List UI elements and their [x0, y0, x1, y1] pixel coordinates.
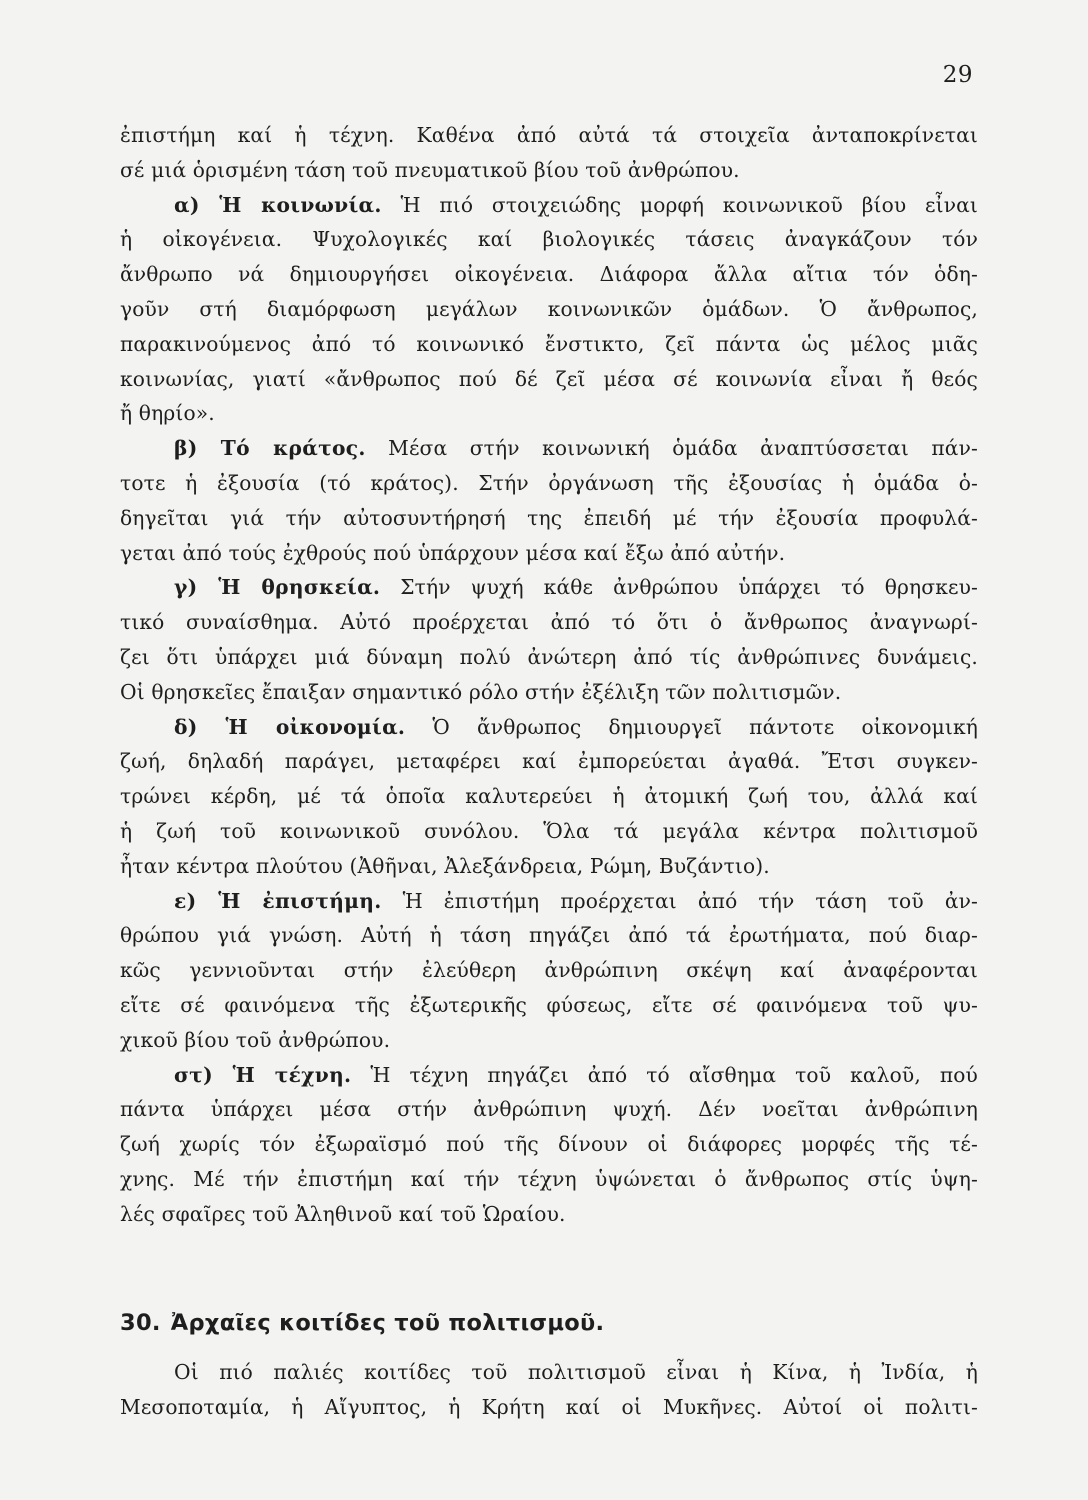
- section-techni-line: ζωή χωρίς τόν ἐξωραϊσμό πού τῆς δίνουν οἱ διάφορες μορφές τῆς τέ-: [120, 1132, 978, 1157]
- section-episteme-line: χικοῦ βίου τοῦ ἀνθρώπου.: [120, 1027, 391, 1052]
- closing-line-2: Μεσοποταμία, ἡ Αἴγυπτος, ἡ Κρήτη καί οἱ Μυκῆνες. Αὐτοί οἱ πολιτι-: [120, 1394, 978, 1419]
- section-techni-line: χνης. Μέ τήν ἐπιστήμη καί τήν τέχνη ὑψώνεται ὁ ἄνθρωπος στίς ὑψη-: [120, 1166, 978, 1191]
- section-thriskeia-first-line: [120, 570, 978, 605]
- section-thriskeia-label: γ) Ἡ θρησκεία.: [174, 575, 381, 600]
- section-techni-line: λές σφαῖρες τοῦ Ἀληθινοῦ καί τοῦ Ὡραίου.: [120, 1201, 566, 1226]
- intro-line-1: ἐπιστήμη καί ἡ τέχνη. Καθένα ἀπό αὐτά τά στοιχεῖα ἀνταποκρίνεται: [120, 123, 978, 147]
- section-episteme-label: ε) Ἡ ἐπιστήμη.: [174, 888, 382, 913]
- section-episteme-first-text: Ἡ ἐπιστήμη προέρχεται ἀπό τήν τάση τοῦ ἀν-: [381, 888, 978, 913]
- section-heading-number: 30.: [120, 1310, 161, 1336]
- intro-line-2: σέ μιά ὁρισμένη τάση τοῦ πνευματικοῦ βίου τοῦ ἀνθρώπου.: [120, 157, 740, 182]
- section-oikonomia-first-text: Ὁ ἄνθρωπος δημιουργεῖ πάντοτε οἰκονομική: [405, 714, 978, 739]
- section-oikonomia-first-line: [120, 710, 978, 745]
- section-thriskeia-line: τικό συναίσθημα. Αὐτό προέρχεται ἀπό τό ὅτι ὁ ἄνθρωπος ἀναγνωρί-: [120, 610, 978, 635]
- section-oikonomia-label: δ) Ἡ οἰκονομία.: [174, 714, 406, 739]
- section-oikonomia-line: ἡ ζωή τοῦ κοινωνικοῦ συνόλου. Ὅλα τά μεγάλα κέντρα πολιτισμοῦ: [120, 818, 978, 843]
- section-koinonia-line: παρακινούμενος ἀπό τό κοινωνικό ἔνστικτο, ζεῖ πάντα ὡς μέλος μιᾶς: [120, 331, 978, 356]
- section-kratos-label: β) Τό κράτος.: [174, 436, 366, 461]
- section-koinonia-line: ἄνθρωπο νά δημιουργήσει οἰκογένεια. Διάφορα ἄλλα αἴτια τόν ὁδη-: [120, 262, 978, 287]
- section-kratos-first-line: [120, 431, 978, 466]
- section-heading: [120, 1310, 978, 1336]
- section-episteme-line: θρώπου γιά γνώση. Αὐτή ἡ τάση πηγάζει ἀπό τά ἐρωτήματα, πού διαρ-: [120, 923, 978, 948]
- closing-text: [120, 1355, 978, 1425]
- section-episteme-line: εἴτε σέ φαινόμενα τῆς ἐξωτερικῆς φύσεως, εἴτε σέ φαινόμενα τοῦ ψυ-: [120, 992, 978, 1017]
- section-thriskeia-line: Οἱ θρησκεῖες ἔπαιξαν σημαντικό ρόλο στήν ἐξέλιξη τῶν πολιτισμῶν.: [120, 679, 842, 704]
- page-number: 29: [942, 62, 973, 88]
- section-kratos-line: τοτε ἡ ἐξουσία (τό κράτος). Στήν ὀργάνωση τῆς ἐξουσίας ἡ ὁμάδα ὁ-: [120, 470, 978, 495]
- section-koinonia-label: α) Ἡ κοινωνία.: [174, 192, 382, 217]
- section-kratos-line: γεται ἀπό τούς ἐχθρούς πού ὑπάρχουν μέσα καί ἔξω ἀπό αὐτήν.: [120, 540, 786, 565]
- section-koinonia-line: γοῦν στή διαμόρφωση μεγάλων κοινωνικῶν ὁμάδων. Ὁ ἄνθρωπος,: [120, 296, 978, 321]
- section-thriskeia-line: ζει ὅτι ὑπάρχει μιά δύναμη πολύ ἀνώτερη ἀπό τίς ἀνθρώπινες δυνάμεις.: [120, 644, 978, 669]
- section-episteme-line: κῶς γεννιοῦνται στήν ἐλεύθερη ἀνθρώπινη σκέψη καί ἀναφέρονται: [120, 958, 978, 983]
- section-kratos-first-text: Μέσα στήν κοινωνική ὁμάδα ἀναπτύσσεται πάν-: [365, 436, 978, 461]
- section-thriskeia-first-text: Στήν ψυχή κάθε ἀνθρώπου ὑπάρχει τό θρησκευ-: [380, 575, 978, 600]
- section-techni-label: στ) Ἡ τέχνη.: [174, 1062, 352, 1087]
- section-oikonomia-line: ἦταν κέντρα πλούτου (Ἀθῆναι, Ἀλεξάνδρεια, Ρώμη, Βυζάντιο).: [120, 853, 770, 878]
- section-koinonia-first-line: [120, 188, 978, 223]
- section-oikonomia-line: τρώνει κέρδη, μέ τά ὁποῖα καλυτερεύει ἡ ἀτομική ζωή του, ἀλλά καί: [120, 784, 978, 809]
- section-heading-title: Ἀρχαῖες κοιτίδες τοῦ πολιτισμοῦ.: [170, 1310, 605, 1336]
- section-episteme-first-line: [120, 884, 978, 919]
- section-koinonia-line: ἡ οἰκογένεια. Ψυχολογικές καί βιολογικές τάσεις ἀναγκάζουν τόν: [120, 227, 978, 252]
- section-kratos-line: δηγεῖται γιά τήν αὐτοσυντήρησή της ἐπειδή μέ τήν ἐξουσία προφυλά-: [120, 505, 978, 530]
- section-oikonomia-line: ζωή, δηλαδή παράγει, μεταφέρει καί ἐμπορεύεται ἀγαθά. Ἔτσι συγκεν-: [120, 749, 978, 774]
- section-techni-first-text: Ἡ τέχνη πηγάζει ἀπό τό αἴσθημα τοῦ καλοῦ, πού: [351, 1062, 978, 1087]
- section-koinonia-first-text: Ἡ πιό στοιχειώδης μορφή κοινωνικοῦ βίου εἶναι: [381, 192, 978, 217]
- section-koinonia-line: κοινωνίας, γιατί «ἄνθρωπος πού δέ ζεῖ μέσα σέ κοινωνία εἶναι ἤ θεός: [120, 366, 978, 391]
- section-techni-first-line: [120, 1058, 978, 1093]
- section-techni-line: πάντα ὑπάρχει μέσα στήν ἀνθρώπινη ψυχή. Δέν νοεῖται ἀνθρώπινη: [120, 1097, 978, 1122]
- closing-line-1: Οἱ πιό παλιές κοιτίδες τοῦ πολιτισμοῦ εἶναι ἡ Κίνα, ἡ Ἰνδία, ἡ: [174, 1360, 978, 1384]
- body-text: [120, 118, 978, 1232]
- section-koinonia-line: ἤ θηρίο».: [120, 401, 215, 426]
